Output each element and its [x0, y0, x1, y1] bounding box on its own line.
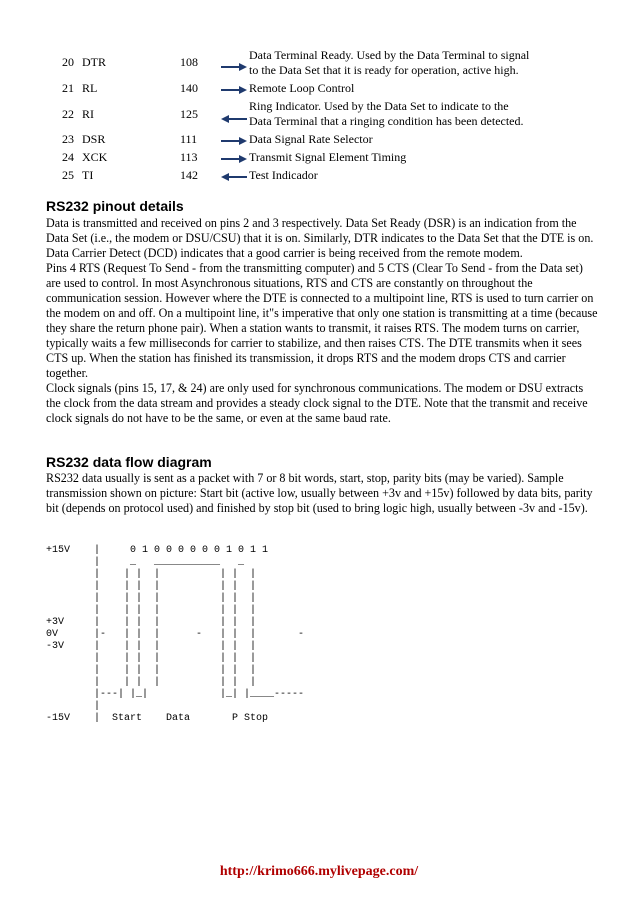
pin-number: 24	[62, 150, 74, 164]
pin-number: 25	[62, 168, 74, 182]
arrow-right-icon	[221, 62, 247, 72]
paragraph: Clock signals (pins 15, 17, & 24) are only used for synchronous communications. The modem or DSU extracts the clock from the data stream and provides a steady clock signal to the DTE. Note that the transmit and receive clock signals do not have to be the same, or even at the same baud rate.	[46, 381, 588, 425]
diagram-line: |---| |_| |_| |____-----	[46, 689, 305, 700]
diagram-line: -15V | Start Data P Stop	[46, 713, 269, 724]
pin-description: Test Indicador	[249, 168, 318, 182]
pin-description: Data Signal Rate Selector	[249, 132, 373, 146]
diagram-line: | | | | | | |	[46, 605, 257, 616]
diagram-line: -3V | | | | | | |	[46, 641, 257, 652]
section-heading-dataflow: RS232 data flow diagram	[46, 454, 212, 470]
pin-code: 142	[180, 168, 198, 182]
paragraph: RS232 data usually is sent as a packet with 7 or 8 bit words, start, stop, parity bits (may be varied). Sample transmission shown on picture: Start bit (active low, usually between +3v and +15v) followed by data bits, parity bit (depends on protocol used) and finished by stop bit (used to bring logic high, usually between -3v and -15v).	[46, 471, 593, 515]
diagram-line: |	[46, 701, 101, 712]
paragraph: Pins 4 RTS (Request To Send - from the transmitting computer) and 5 CTS (Clear To Send - from the Data set) are used to control. In most Asynchronous situations, RTS and CTS are constantly on throughout the communication session. However where the DTE is connected to a multipoint line, RTS is used to turn carrier on the modem on and off. On a multipoint line, it"s imperative that only one station is transmitting at a time (because they share the return phone pair). When a station wants to transmit, it raises RTS. The modem turns on carrier, typically waits a few milliseconds for carrier to stabilize, and then raises CTS. The DTE transmits when it sees CTS up. When the station has finished its transmission, it drops RTS and the modem drops CTS and carrier together.	[46, 261, 598, 380]
pin-number: 22	[62, 107, 74, 121]
pin-name: RI	[82, 107, 94, 121]
pin-name: TI	[82, 168, 94, 182]
section-body-pinout	[46, 216, 598, 426]
pin-code: 108	[180, 55, 198, 69]
data-flow-diagram	[46, 545, 304, 725]
pin-code: 113	[180, 150, 198, 164]
diagram-line: +3V | | | | | | |	[46, 617, 257, 628]
section-heading-pinout: RS232 pinout details	[46, 198, 184, 214]
pin-number: 21	[62, 81, 74, 95]
diagram-line: +15V | 0 1 0 0 0 0 0 0 1 0 1 1	[46, 545, 269, 556]
arrow-left-icon	[221, 172, 247, 182]
pin-name: DSR	[82, 132, 106, 146]
pin-code: 125	[180, 107, 198, 121]
arrow-right-icon	[221, 154, 247, 164]
diagram-line: | | | | | | |	[46, 569, 257, 580]
section-body-dataflow	[46, 471, 598, 516]
footer-link[interactable]: http://krimo666.mylivepage.com/	[219, 864, 419, 879]
pin-number: 20	[62, 55, 74, 69]
diagram-line: 0V |- | | | - | | | -	[46, 629, 305, 640]
pin-code: 140	[180, 81, 198, 95]
pin-description: Remote Loop Control	[249, 81, 355, 95]
pin-description: Ring Indicator. Used by the Data Set to indicate to the Data Terminal that a ringing condition has been detected.	[249, 99, 524, 128]
diagram-line: | | | | | | |	[46, 665, 257, 676]
paragraph: Data is transmitted and received on pins 2 and 3 respectively. Data Set Ready (DSR) is an indication from the Data Set (i.e., the modem or DSU/CSU) that it is on. Similarly, DTR indicates to the Data Set that the DTE is on. Data Carrier Detect (DCD) indicates that a good carrier is being received from the remote modem.	[46, 216, 594, 260]
arrow-left-icon	[221, 114, 247, 124]
pin-description: Data Terminal Ready. Used by the Data Terminal to signal to the Data Set that it is ready for operation, active high.	[249, 48, 530, 77]
pin-code: 111	[180, 132, 198, 146]
pin-number: 23	[62, 132, 74, 146]
pin-description: Transmit Signal Element Timing	[249, 150, 407, 164]
pin-name: DTR	[82, 55, 106, 69]
diagram-line: | _ ___________ _	[46, 557, 245, 568]
diagram-line: | | | | | | |	[46, 593, 257, 604]
diagram-line: | | | | | | |	[46, 653, 257, 664]
arrow-right-icon	[221, 85, 247, 95]
pin-name: XCK	[82, 150, 108, 164]
diagram-line: | | | | | | |	[46, 581, 257, 592]
arrow-right-icon	[221, 136, 247, 146]
diagram-line: | | | | | | |	[46, 677, 257, 688]
pin-name: RL	[82, 81, 98, 95]
